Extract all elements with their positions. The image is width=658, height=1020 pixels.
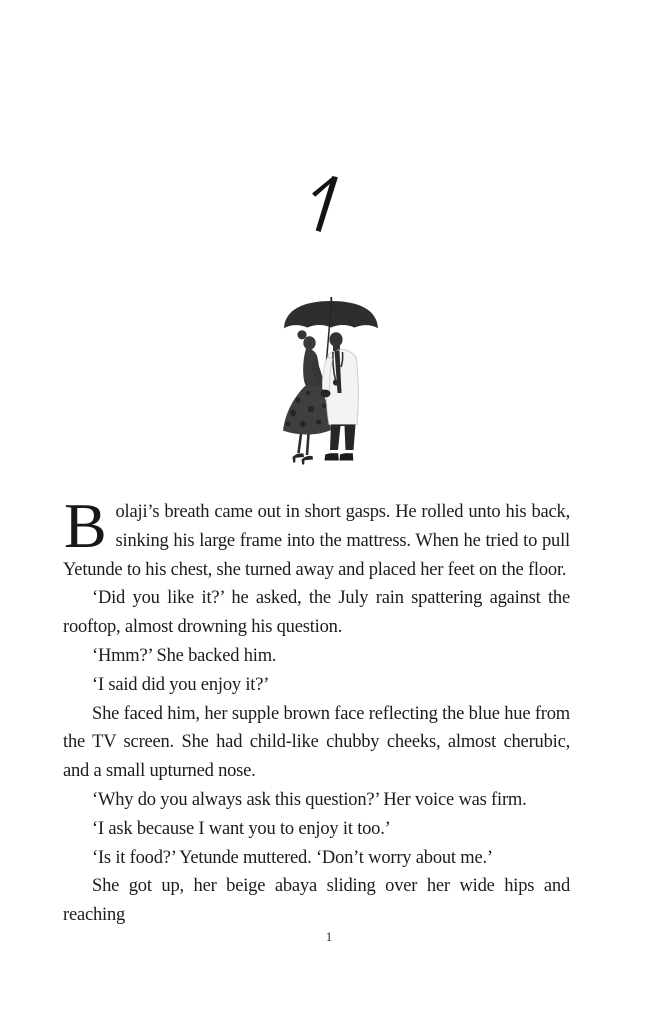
drop-cap: B [64, 490, 107, 561]
paragraph: ‘Is it food?’ Yetunde muttered. ‘Don’t worry about me.’ [92, 847, 493, 868]
page-number: 1 [325, 929, 333, 944]
held-hands [321, 390, 331, 398]
couple-under-umbrella-illustration [281, 297, 381, 465]
paragraph: ‘I said did you enjoy it?’ [92, 674, 270, 695]
paragraph: ‘Why do you always ask this question?’ Her voice was firm. [92, 789, 527, 810]
paragraph: She faced him, her supple brown face reflecting the blue hue from the TV screen. She had child-like chubby cheeks, almost cherubic, and a small upturned nose. [63, 703, 570, 782]
paragraph: ‘I ask because I want you to enjoy it too.’ [92, 818, 391, 839]
body-text [63, 490, 570, 930]
paragraph-text: olaji’s breath came out in short gasps. He rolled unto his back, sinking his large frame into the mattress. When he tried to pull Yetunde to his chest, she turned away and placed her feet on the floor. [63, 502, 570, 580]
paragraph: She got up, her beige abaya sliding over her wide hips and reaching [63, 876, 570, 926]
chapter-number-text [340, 176, 341, 177]
paragraph: ‘Did you like it?’ he asked, the July rain spattering against the rooftop, almost drowning his question. [63, 588, 570, 638]
woman-silhouette [283, 330, 331, 464]
chapter-number-glyph [310, 176, 340, 233]
paragraph: ‘Hmm?’ She backed him. [92, 645, 277, 666]
chapter-number [310, 176, 340, 233]
paragraph [63, 490, 570, 584]
